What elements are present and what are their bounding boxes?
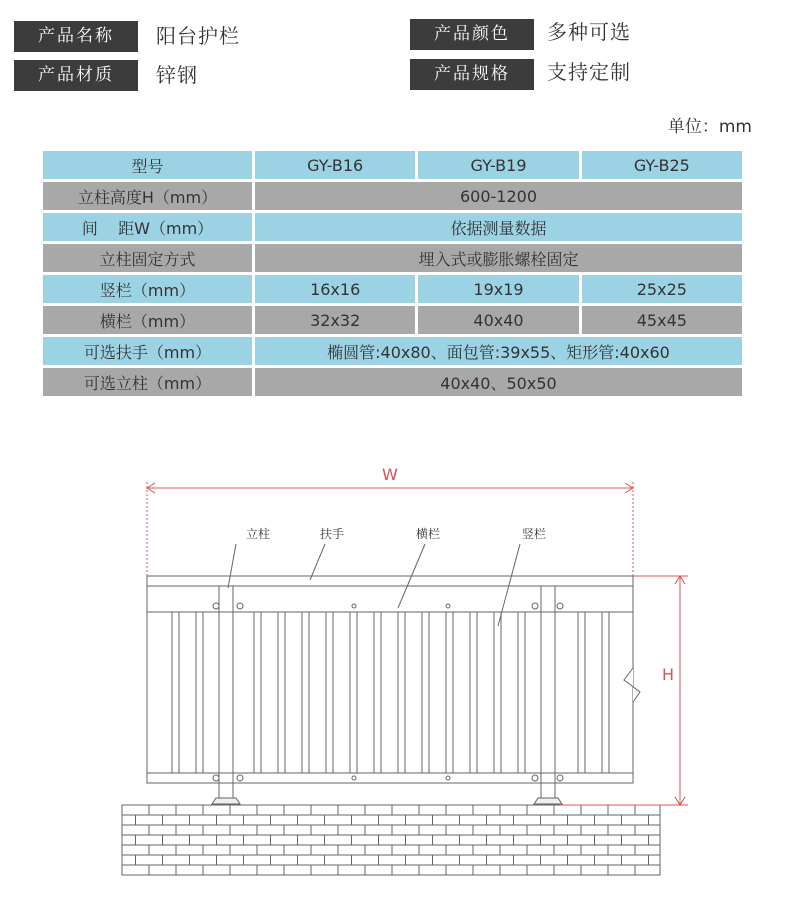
row-value: 椭圆管:40x80、面包管:39x55、矩形管:40x60 [255,337,742,365]
row-label: 可选扶手（mm） [43,337,252,365]
brick [163,855,190,865]
brick [122,805,149,815]
brick [419,805,446,815]
brick [541,855,568,865]
brick [500,865,527,875]
brick [365,845,392,855]
label-handrail: 扶手 [320,527,345,541]
brick [473,845,500,855]
brick [122,845,149,855]
brick [244,855,271,865]
brick [622,835,649,845]
brick [595,815,622,825]
row-value: 600-1200 [255,182,742,210]
brick [244,815,271,825]
brick [257,825,284,835]
brick [635,825,660,835]
brick [379,835,406,845]
brick [203,825,230,835]
table-row [43,275,742,303]
brick [379,815,406,825]
product-material-tag: 产品材质 [14,60,138,91]
brick [500,805,527,815]
brick [568,815,595,825]
brick [203,805,230,815]
row-value: 45x45 [582,306,742,334]
product-color-value: 多种可选 [547,20,631,44]
brick [500,845,527,855]
table-row [43,182,742,210]
brick [635,865,660,875]
brick [419,825,446,835]
brick [473,825,500,835]
brick [149,865,176,875]
dimension-w-label: W [382,465,398,484]
brick [352,815,379,825]
product-material-value: 锌钢 [156,63,198,87]
row-label: 立柱固定方式 [43,244,252,272]
baluster [350,612,357,773]
brick [271,815,298,825]
baluster [578,612,585,773]
brick [608,845,635,855]
brick [527,805,554,815]
baluster [602,612,609,773]
product-color-tag: 产品颜色 [410,19,534,50]
height-dimension [560,576,688,805]
brick [338,845,365,855]
table-row [43,368,742,396]
brick [514,815,541,825]
row-value: 40x40、50x50 [255,368,742,396]
brick [284,845,311,855]
brick [149,805,176,815]
row-value: 16x16 [255,275,415,303]
brick [554,825,581,835]
brick [568,855,595,865]
baluster [470,612,477,773]
brick [190,835,217,845]
brick [136,815,163,825]
label-rail: 横栏 [416,527,441,541]
brick [527,825,554,835]
width-dimension [147,482,633,576]
brick [122,815,136,825]
brick [352,835,379,845]
spec-table [40,148,745,399]
baluster [278,612,285,773]
label-post: 立柱 [246,527,271,541]
brick [433,855,460,865]
brick [392,825,419,835]
balusters [172,612,609,773]
row-value: 32x32 [255,306,415,334]
baluster [326,612,333,773]
baluster [302,612,309,773]
row-label: 可选立柱（mm） [43,368,252,396]
brick [608,825,635,835]
brick [257,845,284,855]
product-name-value: 阳台护栏 [156,24,240,48]
product-name-tag: 产品名称 [14,21,138,52]
brick [122,825,149,835]
table-row [43,213,742,241]
brick [298,815,325,825]
unit-label: 单位：mm [667,117,752,137]
row-label: 间 距W（mm） [43,213,252,241]
brick [527,845,554,855]
brick [406,855,433,865]
brick [190,855,217,865]
brick-wall [122,805,660,875]
brick [311,845,338,855]
row-label: 竖栏（mm） [43,275,252,303]
baluster [172,612,179,773]
brick [446,805,473,815]
brick [338,825,365,835]
table-row [43,244,742,272]
brick [622,855,649,865]
brick [311,865,338,875]
brick [649,855,661,865]
right-post-base [534,798,562,804]
brick [554,865,581,875]
label-baluster: 竖栏 [522,527,547,541]
row-value: 25x25 [582,275,742,303]
brick [622,815,649,825]
baluster [254,612,261,773]
brick [244,835,271,845]
brick [514,835,541,845]
baluster [374,612,381,773]
brick [392,845,419,855]
brick [311,805,338,815]
brick [257,805,284,815]
brick [487,835,514,845]
brick [230,805,257,815]
brick [190,815,217,825]
brick [473,865,500,875]
table-row [43,337,742,365]
baluster [196,612,203,773]
header-label: 型号 [43,151,252,179]
brick [257,865,284,875]
brick [122,865,149,875]
model-cell: GY-B16 [255,151,415,179]
brick [460,835,487,845]
brick [325,815,352,825]
baluster [446,612,453,773]
brick [406,815,433,825]
brick [149,845,176,855]
bolts [213,603,563,781]
brick [217,835,244,845]
model-cell: GY-B19 [418,151,578,179]
brick [581,805,608,815]
brick [460,855,487,865]
brick [338,805,365,815]
brick [433,815,460,825]
brick [446,825,473,835]
brick [163,835,190,845]
brick [446,865,473,875]
right-break-line [624,658,640,710]
table-header-row [43,151,742,179]
brick [554,845,581,855]
brick [217,815,244,825]
brick [311,825,338,835]
brick [203,845,230,855]
brick [217,855,244,865]
product-spec-value: 支持定制 [547,60,631,84]
brick [419,865,446,875]
brick [271,835,298,845]
railing-frame [147,576,640,804]
row-label: 横栏（mm） [43,306,252,334]
brick [635,845,660,855]
brick [392,865,419,875]
brick [136,835,163,845]
row-label: 立柱高度H（mm） [43,182,252,210]
brick [230,865,257,875]
left-post-base [212,798,240,804]
brick [352,855,379,865]
baluster [398,612,405,773]
brick [203,865,230,875]
brick [554,805,581,815]
brick [635,805,660,815]
brick [392,805,419,815]
baluster [494,612,501,773]
brick [136,855,163,865]
brick [581,845,608,855]
brick [379,855,406,865]
brick [581,825,608,835]
brick [325,855,352,865]
dimension-h-label: H [662,665,675,684]
brick [176,845,203,855]
right-post [541,586,555,800]
brick [230,845,257,855]
left-post [219,586,233,800]
brick [406,835,433,845]
brick [325,835,352,845]
model-cell: GY-B25 [582,151,742,179]
table-row [43,306,742,334]
brick [365,805,392,815]
brick [473,805,500,815]
brick [284,825,311,835]
brick [608,865,635,875]
brick [122,855,136,865]
brick [365,865,392,875]
brick [568,835,595,845]
row-value: 依据测量数据 [255,213,742,241]
brick [284,805,311,815]
brick [122,835,136,845]
brick [298,835,325,845]
brick [230,825,257,835]
brick [176,825,203,835]
brick [298,855,325,865]
brick [527,865,554,875]
brick [487,855,514,865]
brick [176,865,203,875]
brick [446,845,473,855]
brick [365,825,392,835]
row-value: 埋入式或膨胀螺栓固定 [255,244,742,272]
brick [419,845,446,855]
brick [271,855,298,865]
brick [487,815,514,825]
baluster [518,612,525,773]
brick [595,855,622,865]
brick [284,865,311,875]
brick [541,815,568,825]
railing-diagram [0,448,800,904]
baluster [422,612,429,773]
row-value: 40x40 [418,306,578,334]
brick [541,835,568,845]
brick [176,805,203,815]
brick [514,855,541,865]
brick [433,835,460,845]
product-spec-tag: 产品规格 [410,59,534,90]
brick [649,815,661,825]
brick [149,825,176,835]
brick [595,835,622,845]
brick [163,815,190,825]
brick [500,825,527,835]
brick [460,815,487,825]
row-value: 19x19 [418,275,578,303]
brick [581,865,608,875]
brick [649,835,661,845]
brick [338,865,365,875]
brick [608,805,635,815]
